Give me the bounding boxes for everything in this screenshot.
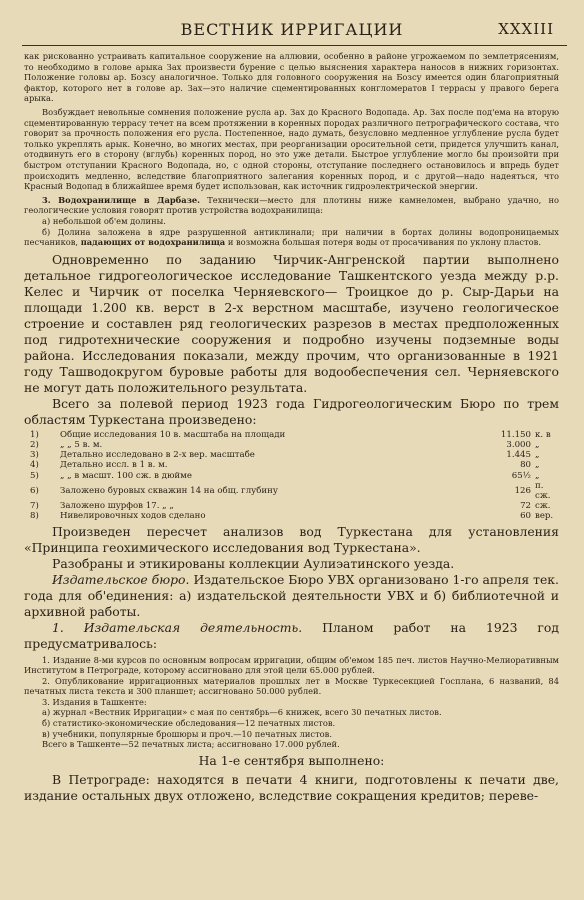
survey-row-number: 5) — [30, 470, 39, 481]
survey-results-list — [24, 430, 559, 522]
publishing-activity-heading: 1. Издательская деятельность. — [52, 619, 303, 635]
survey-row-unit: вер. — [535, 511, 554, 522]
survey-row-number: 6) — [30, 485, 39, 496]
paragraph-red-waterfall: Возбуждает невольные сомнения положение русла ар. Зах до Красного Водопада. Ар. Зах после под'ема на вторую сцементированную террасу течет на всем протяжении в коренных породах различного петрографического состава, что говорит за прочность положения его русла. Постепенное, надо думать, безусловно медленное углубление русла будет только укреплять арык. Конечно, во многих местах, при реорганизации оросительной сети, придется улучшить канал, отодвинуть его в сторону (вглубь) коренных пород, но это уже детали. Быстрое углубление могло бы произойти при быстром отступании Красного Водопада, но, с одной стороны, отступание последнего остановилось и впредь будет происходить медленно, вследствие благоприятного залегания коренных пород, и с другой—надо надеяться, что Красный Водопад в ближайшее время будет использован, как источник гидроэлектрической энергии. — [24, 106, 559, 192]
plan-item-1: 1. Издание 8-ми курсов по основным вопросам ирригации, общим об'емом 185 печ. листов Научно-Мелиоративным Институтом в Петрограде, которому ассигновано для этой цели 65.000 рублей. — [24, 654, 559, 676]
survey-row-value: 3.000 — [506, 439, 531, 450]
page-number: XXXIII — [498, 20, 554, 38]
survey-row-number: 1) — [30, 429, 39, 440]
completion-heading: На 1-е сентября выполнено: — [198, 752, 385, 768]
survey-row-text: „ „ в масшт. 100 сж. в дюйме — [60, 470, 192, 481]
survey-results-body — [24, 430, 559, 522]
survey-row — [24, 450, 559, 460]
survey-row-unit: сж. — [535, 501, 551, 512]
paragraph-1923-summary: Всего за полевой период 1923 года Гидрогеологическим Бюро по трем областям Туркестана произведено: — [24, 395, 559, 427]
survey-row — [24, 430, 559, 440]
paragraph-publishing-activity — [24, 620, 559, 652]
darbaz-heading: 3. Водохранилище в Дарбазе. — [42, 194, 201, 205]
survey-row-number: 8) — [30, 511, 39, 522]
survey-row-value: 65½ — [511, 470, 531, 481]
survey-row — [24, 471, 559, 481]
survey-row-text: Детально иссл. в 1 в. м. — [60, 460, 168, 471]
survey-row-unit: „ — [535, 460, 540, 471]
survey-row — [24, 501, 559, 511]
survey-row-unit: „ — [535, 439, 540, 450]
survey-row-text: Заложено буровых скважин 14 на общ. глубину — [60, 485, 278, 496]
paragraph-tashkent-survey: Одновременно по заданию Чирчик-Ангренской партии выполнено детальное гидрогеологическое исследование Ташкентского уезда между р.р. Келес и Чирчик от поселка Черняевского— Троицкое до р. Сыр-Дарьи на площади 1.200 кв. верст в 2-х верстном масштабе, изучено геологическое строение и составлен ряд геологических разрезов в местах предположенных под гидротехнические сооружения и подробно изучены подземные воды района. Исследования показали, между прочим, что организованные в 1921 году Ташводокругом буровые работы для водообеспечения сел. Черняевского не могут дать положительного результата. — [24, 251, 559, 395]
survey-row-unit: „ — [535, 470, 540, 481]
plan-item-3b: б) статистико-экономические обследования—12 печатных листов. — [42, 718, 336, 729]
plan-item-3: 3. Издания в Ташкенте: — [42, 696, 147, 707]
survey-row-text: Заложено шурфов 17. „ „ — [60, 501, 174, 512]
publishing-bureau-text: Издательское Бюро УВХ организовано 1-го апреля тек. года для об'единения: а) издательской деятельности УВХ и б) библиотечной и архивной работы. — [24, 571, 559, 619]
survey-row-value: 1.445 — [506, 450, 531, 461]
survey-row-unit: п. сж. — [535, 480, 551, 501]
survey-row-text: „ „ 5 в. м. — [60, 439, 103, 450]
plan-item-3a: а) журнал «Вестник Ирригации» с мая по сентябрь—6 книжек, всего 30 печатных листов. — [42, 707, 442, 718]
darbaz-point-b — [24, 227, 559, 248]
plan-item-2: 2. Опубликование ирригационных материалов прошлых лет в Москве Туркесекцией Госплана, 6 названий, 84 печатных листа текста и 300 планшет; ассигновано 50.000 рублей. — [24, 675, 559, 697]
darbaz-point-b-end: и возможна большая потеря воды от просачивания по уклону пластов. — [227, 237, 541, 248]
plan-item-total: Всего в Ташкенте—52 печатных листа; ассигновано 17.000 рублей. — [42, 739, 340, 750]
paragraph-water-analysis: Произведен пересчет анализов вод Туркестана для установления «Принципа геохимического исследования вод Туркестана». — [24, 523, 559, 555]
paragraph-publishing-bureau — [24, 572, 559, 620]
plan-item-3c: в) учебники, популярные брошюры и проч.—10 печатных листов. — [42, 728, 332, 739]
survey-row-number: 4) — [30, 460, 39, 471]
survey-row-value: 60 — [520, 511, 531, 522]
survey-row-number: 3) — [30, 450, 39, 461]
paragraph-darbaz-reservoir — [24, 195, 559, 216]
survey-row — [24, 440, 559, 450]
darbaz-point-b-start: б) Долина заложена в ядре разрушенной антиклинали; при наличии в бортах долины водопроницаемых песчаников, — [24, 226, 559, 248]
survey-row-unit: к. в — [535, 429, 551, 440]
darbaz-text: Технически—место для плотины ниже камнеломен, выбрано удачно, но геологические условия говорят против устройства водохранилища: — [24, 194, 559, 216]
survey-row-unit: „ — [535, 450, 540, 461]
survey-row-value: 80 — [520, 460, 531, 471]
paragraph-petrograd: В Петрограде: находятся в печати 4 книги, подготовлены к печати две, издание остальных двух отложено, вследствие сокращения кредитов; переве- — [24, 771, 559, 803]
survey-row-text: Нивелировочных ходов сделано — [60, 511, 206, 522]
survey-row-value: 11.150 — [500, 429, 531, 440]
survey-row — [24, 460, 559, 470]
survey-row — [24, 481, 559, 501]
running-header — [0, 20, 584, 44]
publishing-activity-text: Планом работ на 1923 год предусматривалось: — [24, 619, 559, 651]
header-rule — [22, 45, 567, 46]
survey-row-text: Общие исследования 10 в. масштаба на площади — [60, 429, 286, 440]
darbaz-point-a: а) небольшой об'ем долины. — [42, 215, 166, 226]
survey-row-number: 7) — [30, 501, 39, 512]
page-body — [24, 51, 559, 804]
paragraph-collections: Разобраны и этикированы коллекции Аулиэатинского уезда. — [52, 555, 455, 571]
survey-row-number: 2) — [30, 439, 39, 450]
publishing-bureau-heading: Издательское бюро. — [52, 571, 190, 587]
journal-title: ВЕСТНИК ИРРИГАЦИИ — [180, 20, 404, 39]
darbaz-point-b-emphasis: падающих от водохранилища — [80, 237, 226, 248]
survey-row-value: 72 — [520, 501, 531, 512]
survey-row — [24, 511, 559, 521]
paragraph-aryk-zakh-foundation: как рискованно устраивать капитальное сооружение на аллювии, особенно в районе угрожаемом по землетрясениям, то необходимо в голове арыка Зах произвести бурение с целью выяснения характера наносов в нижних горизонтах. Положение головы ар. Бозсу аналогичное. Только для головного сооружения на Бозсу имеется один благоприятный фактор, которого нет в голове ар. Зах—это наличие сцементированных конгломератов I террасы у правого берега арыка. — [24, 51, 559, 104]
survey-row-text: Детально исследовано в 2-х вер. масштабе — [60, 450, 255, 461]
survey-row-value: 126 — [514, 485, 531, 496]
